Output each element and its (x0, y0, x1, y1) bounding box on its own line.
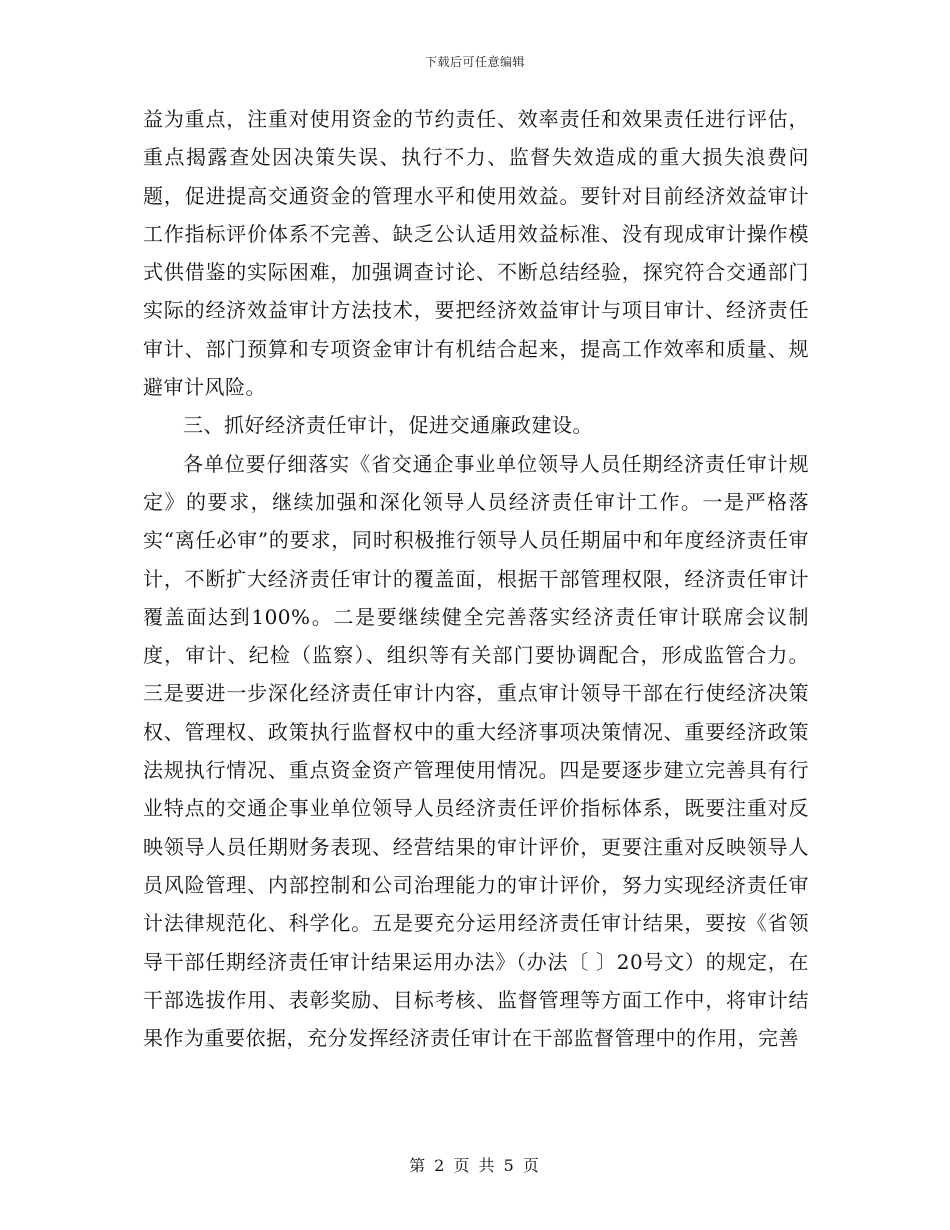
paragraph-economic-responsibility: 各单位要仔细落实《省交通企事业单位领导人员任期经济责任审计规定》的要求，继续加强和深化领导人员经济责任审计工作。一是严格落实“离任必审”的要求，同时积极推行领导人员任期届中和年度经济责任审计，不断扩大经济责任审计的覆盖面，根据干部管理权限，经济责任审计覆盖面达到100%。二是要继续健全完善落实经济责任审计联席会议制度，审计、纪检（监察）、组织等有关部门要协调配合，形成监管合力。三是要进一步深化经济责任审计内容，重点审计领导干部在行使经济决策权、管理权、政策执行监督权中的重大经济事项决策情况、重要经济政策法规执行情况、重点资金资产管理使用情况。四是要逐步建立完善具有行业特点的交通企事业单位领导人员经济责任评价指标体系，既要注重对反映领导人员任期财务表现、经营结果的审计评价，更要注重对反映领导人员风险管理、内部控制和公司治理能力的审计评价，努力实现经济责任审计法律规范化、科学化。五是要充分运用经济责任审计结果，要按《省领导干部任期经济责任审计结果运用办法》（办法〔 〕20号文）的规定，在干部选拔作用、表彰奖励、目标考核、监督管理等方面工作中，将审计结果作为重要依据，充分发挥经济责任审计在干部监督管理中的作用，完善 (143, 451, 809, 1051)
page-number: 第 2 页 共 5 页 (409, 1156, 541, 1175)
page-header: 下载后可任意编辑 (424, 55, 525, 69)
section-heading: 三、抓好经济责任审计，促进交通廉政建设。 (183, 413, 593, 438)
paragraph-continuation: 益为重点，注重对使用资金的节约责任、效率责任和效果责任进行评估，重点揭露查处因决策失误、执行不力、监督失效造成的重大损失浪费问题，促进提高交通资金的管理水平和使用效益。要针对目前经济效益审计工作指标评价体系不完善、缺乏公认适用效益标准、没有现成审计操作模式供借鉴的实际困难，加强调查讨论、不断总结经验，探究符合交通部门实际的经济效益审计方法技术，要把经济效益审计与项目审计、经济责任审计、部门预算和专项资金审计有机结合起来，提高工作效率和质量、规避审计风险。 (143, 107, 809, 400)
document-body (143, 100, 809, 1057)
